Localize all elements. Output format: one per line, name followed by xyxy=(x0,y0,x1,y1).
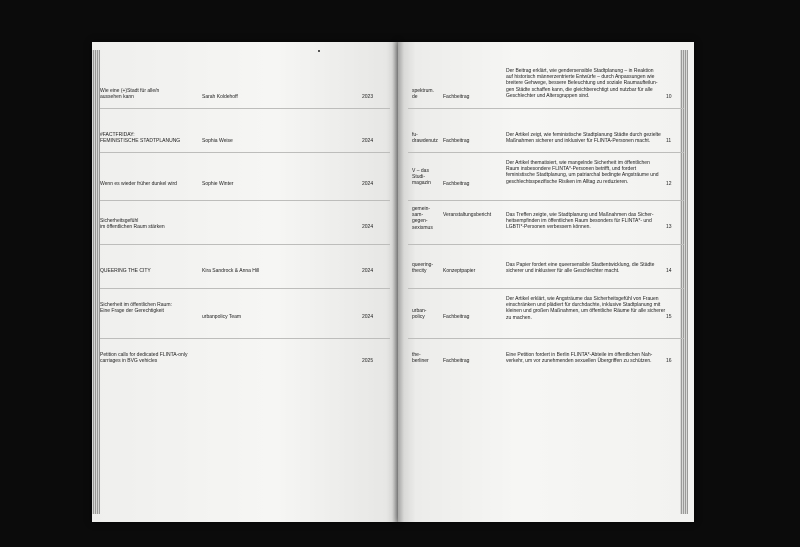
row-divider xyxy=(408,244,684,245)
entry-source: gemein- sam- gegen- sexismus xyxy=(412,206,433,231)
entry-source: fu- drawdenutz xyxy=(412,132,438,145)
entry-summary: Der Artikel thematisiert, wie mangelnde Sicherheit im öffentlichen Raum insbesondere FLINTA*-Personen betrifft, und fordert feministische Stadtplanung, um patriarchal bedingte Angsträume und geschlechtsspezifische Risiken im Alltag zu reduzieren. xyxy=(506,160,659,185)
entry-author: Sophie Winter xyxy=(202,181,234,187)
entry-title: Sicherheitsgefühl im öffentlichen Raum stärken xyxy=(100,218,165,231)
entry-title: Sicherheit im öffentlichen Raum: Eine Frage der Gerechtigkeit xyxy=(100,302,172,315)
row-divider xyxy=(100,288,390,289)
book-gutter xyxy=(392,42,404,522)
entry-year: 2024 xyxy=(362,181,374,187)
entry-summary: Der Artikel zeigt, wie feministische Stadtplanung Städte durch gezielte Maßnahmen sicherer und inklusiver für FLINTA-Personen macht. xyxy=(506,132,661,145)
page-mark xyxy=(318,50,320,52)
entry-summary: Der Beitrag erklärt, wie gendersensible Stadtplanung – in Reaktion auf historisch männerzentrierte Entwürfe – durch Anpassungen wie breitere Gehwege, bessere Beleuchtung und soziale Raumaufteilun- gen Städte schaffen kann, die gleichberechtigt und nutzbar für alle Geschlechter und Altersgruppen sind. xyxy=(506,68,658,99)
left-page-edge xyxy=(92,50,100,514)
entry-number: 12 xyxy=(666,181,672,187)
entry-title: Petition calls for dedicated FLINTA-only carriages in BVG vehicles xyxy=(100,352,188,365)
entry-year: 2024 xyxy=(362,268,374,274)
entry-number: 11 xyxy=(666,138,672,144)
entry-summary: Das Treffen zeigte, wie Stadtplanung und Maßnahmen das Sicher- heitsempfinden im öffentlichen Raum besonders für FLINTA*- und LGBTI*-Personen verbessern können. xyxy=(506,212,654,231)
row-divider xyxy=(100,338,390,339)
entry-summary: Eine Petition fordert in Berlin FLINTA*-Abteile im öffentlichen Nah- verkehr, um vor zunehmenden sexuellen Übergriffen zu schützen. xyxy=(506,352,653,365)
entry-author: urbanpolicy Team xyxy=(202,314,242,320)
entry-type: Fachbeitrag xyxy=(443,94,470,100)
entry-author: Kira Sandrock & Anna Hill xyxy=(202,268,260,274)
entry-year: 2023 xyxy=(362,94,374,100)
entry-author: Sarah Koldehoff xyxy=(202,94,238,100)
row-divider xyxy=(408,152,684,153)
entry-source: the- berliner xyxy=(412,352,429,365)
open-book xyxy=(86,42,708,522)
row-divider xyxy=(408,338,684,339)
row-divider xyxy=(408,288,684,289)
entry-summary: Das Papier fordert eine queersensible Stadtentwicklung, die Städte sicherer und inklusiver für alle Geschlechter macht. xyxy=(506,262,655,275)
row-divider xyxy=(100,244,390,245)
entry-year: 2024 xyxy=(362,314,374,320)
row-divider xyxy=(100,108,390,109)
row-divider xyxy=(100,200,390,201)
entry-summary: Der Artikel erklärt, wie Angsträume das Sicherheitsgefühl von Frauen einschränken und plädiert für durchdachte, inklusive Stadtplanung mit kleinen und großen Maßnahmen, um öffentliche Räume für alle sicherer zu machen. xyxy=(506,296,666,321)
entry-number: 15 xyxy=(666,314,672,320)
entry-number: 14 xyxy=(666,268,672,274)
entry-author: Sophia Weise xyxy=(202,138,233,144)
entry-year: 2025 xyxy=(362,358,374,364)
entry-year: 2024 xyxy=(362,138,374,144)
row-divider xyxy=(408,200,684,201)
entry-number: 16 xyxy=(666,358,672,364)
entry-number: 10 xyxy=(666,94,672,100)
entry-type: Fachbeitrag xyxy=(443,358,470,364)
show-through-text-left xyxy=(284,112,374,412)
row-divider xyxy=(408,108,684,109)
entry-type: Fachbeitrag xyxy=(443,314,470,320)
entry-number: 13 xyxy=(666,224,672,230)
entry-type: Fachbeitrag xyxy=(443,138,470,144)
entry-source: urban- policy xyxy=(412,308,427,321)
entry-title: #FACTFRIDAY: FEMINISTISCHE STADTPLANUNG xyxy=(100,132,181,145)
entry-title: QUEERING THE CITY xyxy=(100,268,151,274)
entry-type: Fachbeitrag xyxy=(443,181,470,187)
entry-year: 2024 xyxy=(362,224,374,230)
entry-type: Veranstaltungsbericht xyxy=(443,212,492,218)
entry-type: Konzeptpapier xyxy=(443,268,476,274)
entry-title: Wie eine (+)Stadt für alle/n aussehen kann xyxy=(100,88,160,101)
entry-source: spektrum. de xyxy=(412,88,434,101)
entry-source: V – das Studi- magazin xyxy=(412,168,431,187)
entry-source: queering- thecity xyxy=(412,262,434,275)
entry-title: Wenn es wieder früher dunkel wird xyxy=(100,181,177,187)
row-divider xyxy=(100,152,390,153)
